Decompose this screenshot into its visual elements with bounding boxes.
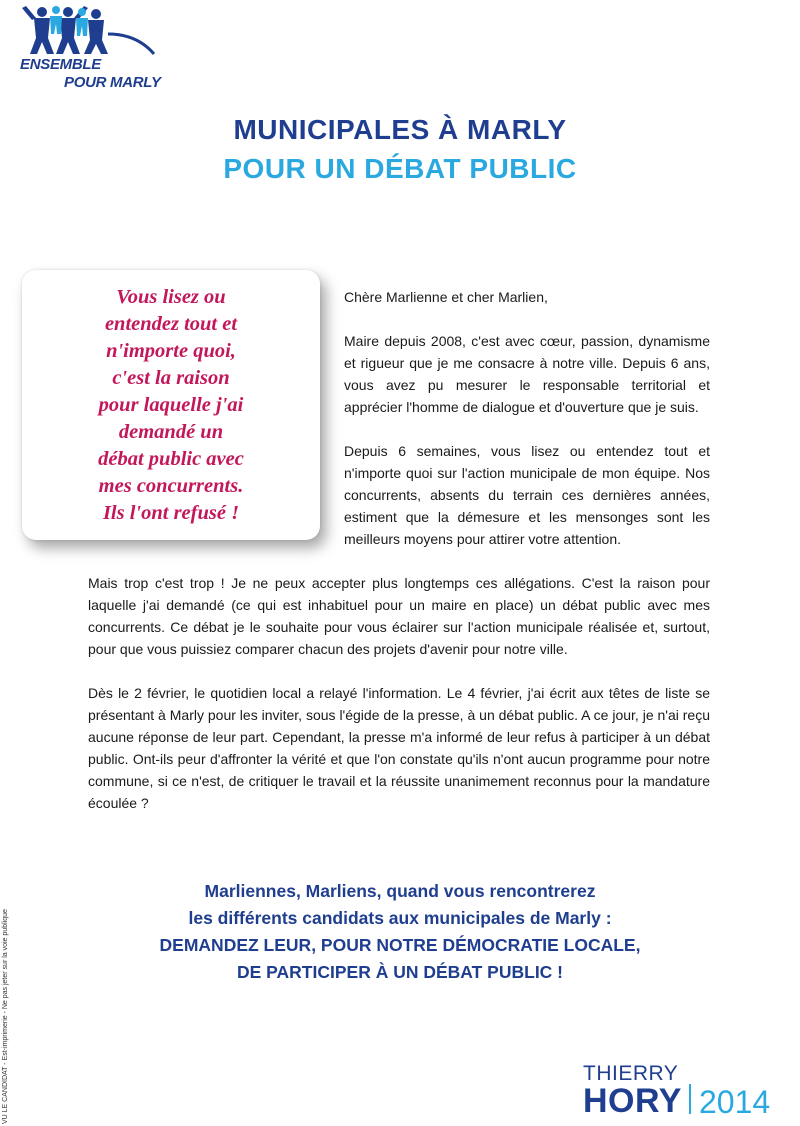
letter-paragraph: Depuis 6 semaines, vous lisez ou entendez tout et n'importe quoi sur l'action municipale de mon équipe. Nos concurrents, absents du terrain ces dernières années, estiment que la démesure et les mensonges sont les meilleurs moyens pour attirer votre attention. — [344, 443, 710, 547]
quote-line: pour laquelle j'ai — [98, 394, 244, 416]
quote-line: débat public avec — [98, 448, 244, 470]
quote-line: demandé un — [118, 421, 224, 443]
signature-year: 2014 — [699, 1084, 771, 1120]
appeal-line: DE PARTICIPER À UN DÉBAT PUBLIC ! — [236, 962, 564, 982]
page-title: MUNICIPALES À MARLY — [233, 114, 567, 145]
appeal-block — [0, 878, 800, 986]
quote-line: Vous lisez ou — [116, 286, 226, 308]
body-paragraph: Dès le 2 février, le quotidien local a relayé l'information. Le 4 février, j'ai écrit aux têtes de liste se présentant à Marly pour les inviter, sous l'égide de la presse, à un débat public. A ce jour, je n'ai reçu aucune réponse de leur part. Cependant, la presse m'a informé de leur refus à participer à un débat public. Ont-ils peur d'affronter la vérité et que l'on constate qu'ils n'ont aucun programme pour notre commune, si ce n'est, de critiquer le travail et la réussite unanimement reconnus pour la mandature écoulée ? — [88, 685, 710, 811]
appeal-line: DEMANDEZ LEUR, POUR NOTRE DÉMOCRATIE LOCALE, — [159, 935, 641, 955]
quote-line: entendez tout et — [104, 313, 238, 335]
body-paragraph: Mais trop c'est trop ! Je ne peux accepter plus longtemps ces allégations. C'est la raison pour laquelle j'ai demandé (ce qui est inhabituel pour un maire en place) un débat public avec mes concurrents. Ce débat je le souhaite pour vous éclairer sur l'action municipale réalisée et, surtout, pour que vous puissiez comparer chacun des projets d'avenir pour notre ville. — [88, 575, 710, 657]
quote-text — [22, 284, 320, 527]
page-subtitle: POUR UN DÉBAT PUBLIC — [223, 153, 577, 184]
quote-line: n'importe quoi, — [106, 340, 236, 362]
quote-line: c'est la raison — [112, 367, 230, 389]
appeal-line: Marliennes, Marliens, quand vous rencontrerez — [204, 881, 596, 901]
ensemble-pour-marly-logo — [12, 4, 162, 94]
signature-separator — [689, 1084, 691, 1114]
letter-column — [344, 286, 710, 572]
signature-last-name: HORY — [583, 1082, 682, 1120]
letter-paragraph: Maire depuis 2008, c'est avec cœur, passion, dynamisme et rigueur que je me consacre à notre ville. Depuis 6 ans, vous avez pu mesurer le responsable territorial et apprécier l'homme de dialogue et d'ouverture que je suis. — [344, 333, 710, 415]
body-text — [88, 572, 710, 836]
logo-line-1: ENSEMBLE — [20, 56, 101, 73]
logo-line-2: POUR MARLY — [64, 74, 161, 91]
appeal-line: les différents candidats aux municipales de Marly : — [188, 908, 612, 928]
legal-notice: VU LE CANDIDAT - Est-imprimerie - Ne pas jeter sur la voie publique — [2, 909, 9, 1124]
letter-salutation: Chère Marlienne et cher Marlien, — [344, 289, 548, 305]
quote-box — [22, 270, 320, 540]
people-logo-icon — [12, 4, 162, 64]
signature-first-name: THIERRY — [583, 1062, 679, 1085]
quote-line: Ils l'ont refusé ! — [102, 502, 240, 524]
quote-line: mes concurrents. — [98, 475, 244, 497]
